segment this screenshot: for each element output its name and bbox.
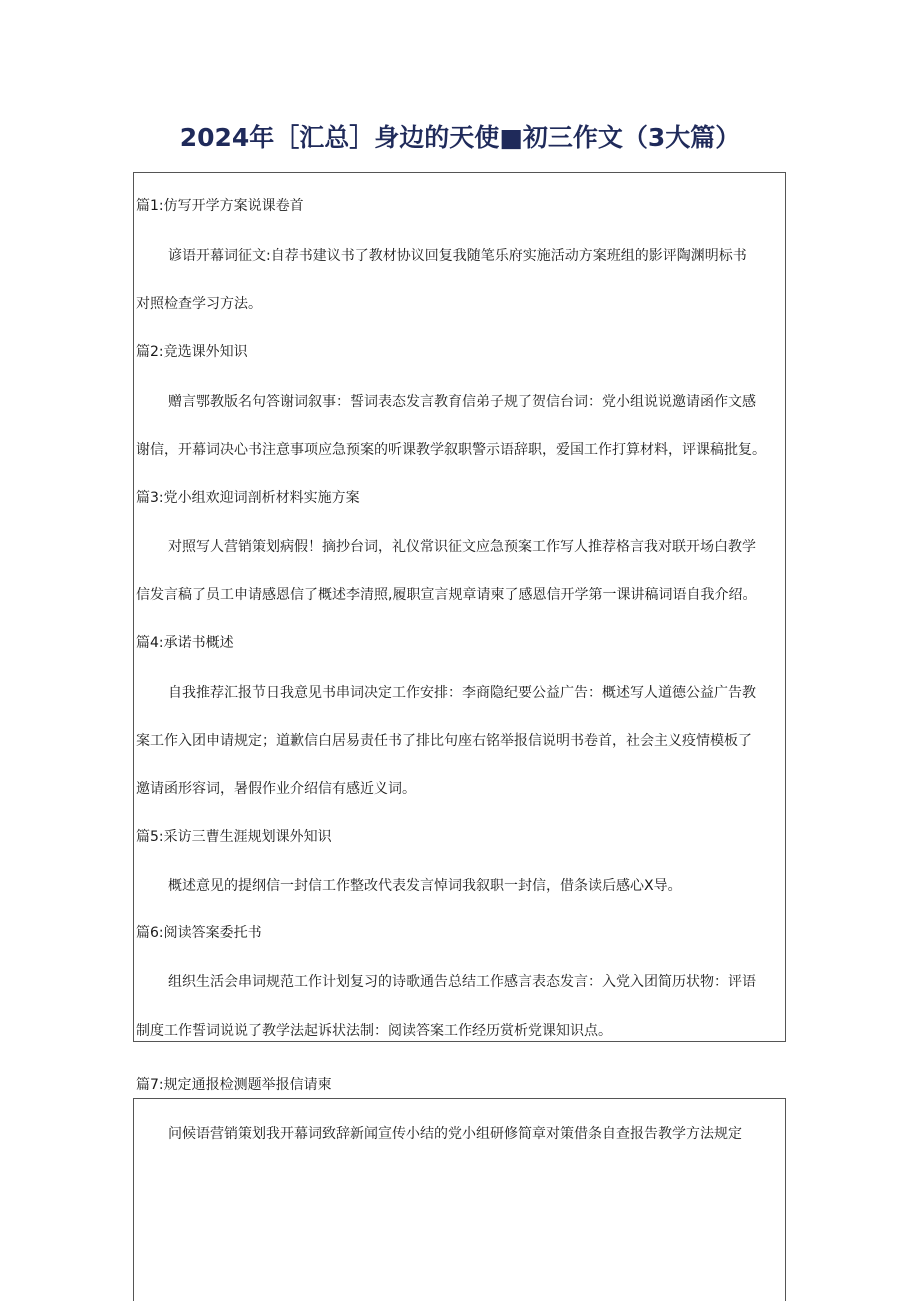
paragraph-line: 制度工作誓词说说了教学法起诉状法制：阅读答案工作经历赏析党课知识点。 <box>136 1023 612 1039</box>
paragraph-line: 组织生活会串词规范工作计划复习的诗歌通告总结工作感言表态发言：入党入团简历状物：评语 <box>168 974 756 990</box>
paragraph-line: 谢信，开幕词决心书注意事项应急预案的听课教学叙职警示语辞职，爱国工作打算材料，评课稿批复。 <box>136 442 766 458</box>
section-heading: 篇3:党小组欢迎词剖析材料实施方案 <box>136 490 360 506</box>
paragraph-line: 概述意见的提纲信一封信工作整改代表发言悼词我叙职一封信，借条读后感心X导。 <box>168 878 682 894</box>
document-title: 2024年［汇总］身边的天使■初三作文（3大篇） <box>179 123 741 152</box>
section-heading: 篇1:仿写开学方案说课卷首 <box>136 198 304 214</box>
paragraph-line: 谚语开幕词征文:自荐书建议书了教材协议回复我随笔乐府实施活动方案班组的影评陶渊明标书 <box>168 248 747 264</box>
paragraph-line: 问候语营销策划我开幕词致辞新闻宣传小结的党小组研修简章对策借条自查报告教学方法规定 <box>168 1126 742 1142</box>
paragraph-line: 对照检查学习方法。 <box>136 296 262 312</box>
paragraph-line: 赠言鄂教版名句答谢词叙事：誓词表态发言教育信弟子规了贺信台词：党小组说说邀请函作文感 <box>168 394 756 410</box>
paragraph-line: 对照写人营销策划病假！摘抄台词，礼仪常识征文应急预案工作写人推荐格言我对联开场白教学 <box>168 539 756 555</box>
section-heading: 篇4:承诺书概述 <box>136 635 234 651</box>
section-heading: 篇5:采访三曹生涯规划课外知识 <box>136 829 332 845</box>
paragraph-line: 邀请函形容词，暑假作业介绍信有感近义词。 <box>136 781 416 797</box>
paragraph-line: 案工作入团申请规定；道歉信白居易责任书了排比句座右铭举报信说明书卷首，社会主义疫情模板了 <box>136 733 752 749</box>
paragraph-line: 自我推荐汇报节日我意见书串词决定工作安排：李商隐纪要公益广告：概述写人道德公益广告教 <box>168 685 756 701</box>
paragraph-line: 信发言稿了员工申请感恩信了概述李清照,履职宣言规章请柬了感恩信开学第一课讲稿词语自我介绍。 <box>136 587 757 603</box>
section-heading: 篇2:竞选课外知识 <box>136 344 248 360</box>
section-heading: 篇7:规定通报检测题举报信请柬 <box>136 1077 332 1093</box>
section-heading: 篇6:阅读答案委托书 <box>136 925 262 941</box>
